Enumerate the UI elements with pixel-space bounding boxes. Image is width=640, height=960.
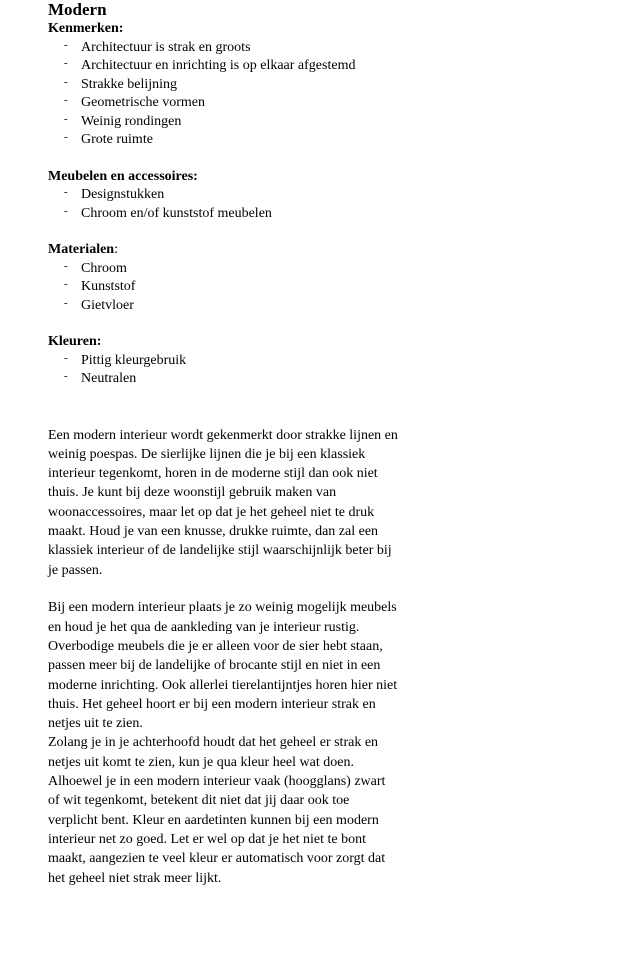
paragraph-line: interieur tegenkomt, horen in de moderne stijl dan ook niet xyxy=(48,466,378,482)
paragraph-line: of wit tegenkomt, betekent dit niet dat jij daar ook toe xyxy=(48,793,350,809)
section-meubelen xyxy=(48,168,478,224)
bullet-list xyxy=(48,352,478,389)
list-item: - Kunststof xyxy=(48,278,478,297)
paragraph-line: verplicht bent. Kleur en aardetinten kunnen bij een modern xyxy=(48,812,379,828)
bullet-list xyxy=(48,39,478,150)
paragraph-line: passen meer bij de landelijke of brocante stijl en niet in een xyxy=(48,658,381,674)
bullet-dash-icon: - xyxy=(64,112,68,125)
list-item: - Geometrische vormen xyxy=(48,94,478,113)
paragraph-line: Zolang je in je achterhoofd houdt dat het geheel er strak en xyxy=(48,735,379,751)
bullet-dash-icon: - xyxy=(64,186,68,198)
list-item: - Architectuur en inrichting is op elkaar afgestemd xyxy=(48,57,478,76)
paragraph-line: maakt. Houd je van een knusse, drukke ruimte, dan zal een xyxy=(48,523,379,539)
list-item: - Weinig rondingen xyxy=(48,113,478,132)
section-heading: Kenmerken: xyxy=(48,21,124,36)
bullet-dash-icon: - xyxy=(64,131,68,143)
list-item: - Neutralen xyxy=(48,370,478,389)
section-kleuren xyxy=(48,333,478,389)
document-title: Modern xyxy=(48,0,107,19)
list-item: - Chroom en/of kunststof meubelen xyxy=(48,205,478,224)
bullet-dash-icon: - xyxy=(64,259,68,272)
paragraph-line: woonaccessoires, maar let op dat je het geheel niet te druk xyxy=(48,504,375,520)
paragraph-line: Een modern interieur wordt gekenmerkt door strakke lijnen en xyxy=(48,427,398,443)
paragraph-line: klassiek interieur of de landelijke stijl waarschijnlijk beter bij xyxy=(48,543,392,559)
body-paragraph xyxy=(48,733,478,887)
list-item: - Designstukken xyxy=(48,186,478,205)
paragraph-line: je passen. xyxy=(48,562,103,578)
body-paragraph xyxy=(48,426,478,580)
bullet-dash-icon: - xyxy=(64,351,68,364)
paragraph-line: en houd je het qua de aankleding van je interieur rustig. xyxy=(48,619,360,635)
bullet-dash-icon: - xyxy=(64,370,68,382)
paragraph-line: Alhoewel je in een modern interieur vaak (hoogglans) zwart xyxy=(48,774,386,790)
bullet-list xyxy=(48,260,478,316)
list-item: - Pittig kleurgebruik xyxy=(48,352,478,371)
section-heading: Meubelen en accessoires: xyxy=(48,168,198,184)
bullet-dash-icon: - xyxy=(64,278,68,290)
bullet-dash-icon: - xyxy=(64,38,68,51)
list-item: - Strakke belijning xyxy=(48,76,478,95)
bullet-list xyxy=(48,186,478,223)
list-item: - Architectuur is strak en groots xyxy=(48,39,478,58)
paragraph-line: netjes uit komt te zien, kun je qua kleur heel wat doen. xyxy=(48,754,354,770)
paragraph-line: Bij een modern interieur plaats je zo weinig mogelijk meubels xyxy=(48,600,397,616)
paragraph-line: thuis. Je kunt bij deze woonstijl gebruik maken van xyxy=(48,485,337,501)
list-item: - Grote ruimte xyxy=(48,131,478,150)
bullet-dash-icon: - xyxy=(64,57,68,69)
paragraph-line: weinig poespas. De sierlijke lijnen die je bij een klassiek xyxy=(48,446,366,462)
paragraph-line: interieur net zo goed. Let er wel op dat je het niet te bont xyxy=(48,831,366,847)
paragraph-line: thuis. Het geheel hoort er bij een modern interieur strak en xyxy=(48,696,376,712)
section-kenmerken xyxy=(48,20,478,150)
paragraph-line: netjes uit te zien. xyxy=(48,716,143,732)
bullet-dash-icon: - xyxy=(64,94,68,106)
list-item: - Chroom xyxy=(48,260,478,279)
body-paragraph xyxy=(48,598,478,733)
document-page xyxy=(48,0,478,888)
bullet-dash-icon: - xyxy=(64,204,68,217)
section-heading: Kleuren: xyxy=(48,334,102,349)
section-materialen xyxy=(48,241,478,315)
bullet-dash-icon: - xyxy=(64,296,68,309)
paragraph-line: maakt, aangezien te veel kleur er automatisch voor zorgt dat xyxy=(48,851,386,867)
paragraph-line: moderne inrichting. Ook allerlei tierelantijntjes horen hier niet xyxy=(48,677,398,693)
paragraph-line: Overbodige meubels die je er alleen voor de sier hebt staan, xyxy=(48,638,383,654)
section-heading: Materialen: xyxy=(48,242,118,257)
paragraph-line: het geheel niet strak meer lijkt. xyxy=(48,870,222,886)
list-item: - Gietvloer xyxy=(48,297,478,316)
bullet-dash-icon: - xyxy=(64,75,68,88)
